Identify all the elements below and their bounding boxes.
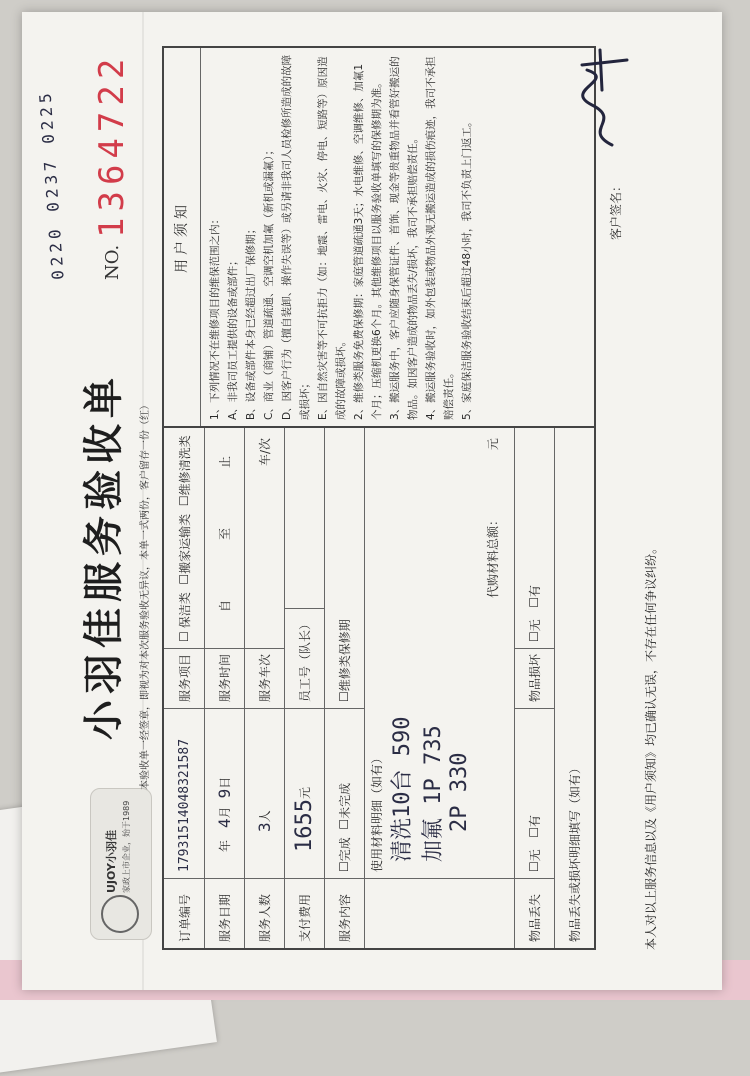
date-day: 日 (217, 776, 232, 789)
form-row-materials (364, 428, 515, 948)
receipt-document (32, 20, 712, 980)
notice-body (206, 54, 476, 420)
fee-amount: 1655 (291, 799, 317, 852)
order-label: 订单编号 (164, 878, 204, 948)
notice-item: 2、维修类服务免费保修期：家庭管道疏通3天；水电维修、空调维修、加氟1个月；压缩机更换6个月。其他维修项目以服务验收单填写的保修期为准。 (353, 63, 383, 420)
people-count: 3 (254, 822, 274, 832)
form-row-loss-detail (554, 428, 594, 948)
staff-value[interactable] (284, 428, 324, 608)
material-line-1: 清洗10台 590 (390, 716, 415, 862)
time-end: 止 (217, 455, 232, 468)
time-to: 至 (217, 527, 232, 540)
service-item-label: 服务项目 (164, 648, 204, 708)
people-unit: 人 (257, 810, 272, 823)
company-logo (90, 788, 152, 940)
order-value: 17931514048321587 (164, 708, 204, 878)
service-form (162, 46, 596, 950)
background-text (0, 841, 2, 893)
loss-no[interactable]: 无 (527, 849, 542, 862)
user-notice (164, 48, 594, 426)
date-year: 年 (217, 839, 232, 852)
notice-item: C、商业（商铺）管道疏通、空调空机加氟（新机或漏氟）； (263, 144, 275, 420)
date-month-val: 4 (214, 818, 234, 828)
materials-empty (364, 878, 514, 948)
damage-yes[interactable]: 有 (527, 585, 542, 598)
notice-item: 5、家庭保洁服务验收结束后超过48小时，我司不负责上门返工。 (461, 116, 473, 420)
option-complete[interactable]: 完成 (337, 837, 352, 862)
serial-number: 1364722 (92, 52, 132, 238)
material-total (484, 438, 501, 598)
date-value (204, 708, 244, 878)
serial-prefix: NO. (102, 244, 123, 280)
people-label: 服务人数 (244, 878, 284, 948)
option-moving[interactable]: 搬家运输类 (177, 513, 192, 574)
time-value (204, 428, 244, 648)
notice-item: D、因客户行为（擅自装卸、操作失误等）或另请非我司人员检修所造成的故障或损坏； (281, 54, 311, 420)
repair-label[interactable]: 维修类保修期 (337, 619, 352, 692)
date-month: 月 (217, 806, 232, 819)
people-value (244, 708, 284, 878)
loss-detail-label: 物品丢失或损坏明细填写（如有） (567, 761, 582, 942)
fee-unit: 元 (297, 787, 312, 800)
form-row-date (204, 428, 245, 948)
signature-label: 客户签名： (609, 179, 623, 240)
form-row-fee (284, 428, 325, 948)
content-label: 服务内容 (324, 878, 364, 948)
loss-options: ☐ 无 ☐ 有 (514, 708, 554, 878)
staff-label: 员工号（队长） (284, 608, 324, 708)
notice-item: 4、搬运服务验收时，如外包装或物品外观无搬运造成的损伤痕迹，我司不承担赔偿责任。 (425, 56, 455, 420)
damage-label: 物品损坏 (514, 648, 554, 708)
form-row-order (164, 428, 205, 948)
loss-yes[interactable]: 有 (527, 815, 542, 828)
document-title: 小羽佳服务验收单 (80, 372, 127, 740)
material-line-2: 加氟 1P 735 (421, 725, 446, 862)
option-cleaning[interactable]: ☐ 保洁类 (177, 592, 192, 629)
damage-options: ☐ 无 ☐ 有 (527, 585, 542, 642)
material-total-unit: 元 (486, 438, 500, 451)
material-line-3: 2P 330 (447, 752, 472, 832)
handwritten-order-number: 0220 0237 0225 (35, 88, 68, 281)
materials-box (364, 428, 514, 878)
form-row-people (244, 428, 285, 948)
footer-statement: 本人对以上服务信息以及《用户须知》均已确认无误，不存在任何争议纠纷。 (644, 541, 658, 950)
material-total-label: 代购材料总额： (486, 513, 500, 598)
time-from: 自 (217, 599, 232, 612)
logo-tagline: 家政上市企业，始于1989 (122, 800, 131, 893)
notice-heading: 用户须知 (164, 48, 201, 426)
form-left (164, 426, 594, 948)
fee-label: 支付费用 (284, 878, 324, 948)
customer-signature (572, 40, 632, 150)
vehicle-unit: 车/次 (257, 438, 272, 467)
fee-value (284, 708, 324, 878)
time-label: 服务时间 (204, 648, 244, 708)
receipt-paper (22, 12, 722, 990)
material-label: 使用材料明细（如有） (370, 751, 384, 872)
option-repair[interactable]: 维修清洗类 (177, 435, 192, 496)
date-day-val: 9 (214, 788, 234, 799)
logo-brand: UJOY小羽佳 (105, 830, 118, 893)
notice-item: A、非我司员工提供的设备或部件； (227, 255, 239, 420)
service-item-options: ☐ 保洁类 ☐ 搬家运输类 ☐ 维修清洗类 (164, 428, 204, 648)
loss-label: 物品丢失 (514, 878, 554, 948)
damage-no[interactable]: 无 (527, 619, 542, 632)
form-row-loss (514, 428, 555, 948)
notice-item: E、因自然灾害等不可抗拒力（如：地震、雷电、火灾、停电、短路等）原因造成的故障或损坏。 (317, 56, 347, 420)
repair-warranty: ☐ 维修类保修期 (337, 619, 352, 702)
logo-mark-icon (101, 895, 139, 933)
date-label: 服务日期 (204, 878, 244, 948)
vehicle-label: 服务车次 (244, 648, 284, 708)
notice-item: 1、下列情况不在维修项目的维保范围之内： (209, 213, 221, 420)
option-incomplete[interactable]: 未完成 (337, 782, 352, 819)
content-options: ☐ 完成 ☐ 未完成 (324, 708, 364, 878)
notice-item: 3、搬运服务中，客户应随身保管证件、首饰、现金等贵重物品并看管好搬运的物品。如因客户造成的物品丢失/损坏，我司不承担赔偿责任。 (389, 56, 419, 420)
document-subline: 本验收单一经签章，即视为对本次服务验收无异议，本单一式两份，客户留存一份（红） (140, 400, 151, 790)
form-row-content (324, 428, 365, 948)
notice-item: B、设备或部件本身已经超过出厂保修期； (245, 223, 257, 420)
